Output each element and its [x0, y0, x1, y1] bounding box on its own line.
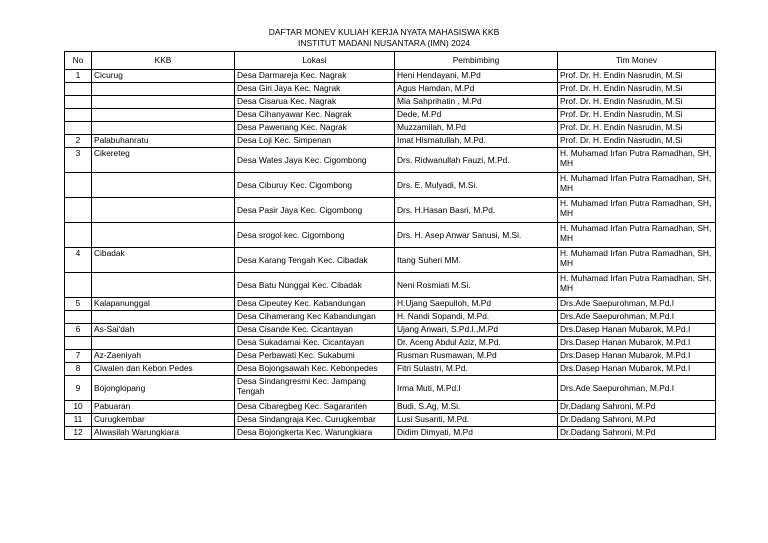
cell-pembimbing: Lusi Susanti, M.Pd. — [395, 414, 558, 427]
cell-kkb: Curugkembar — [92, 414, 235, 427]
cell-lokasi: Desa Bojongsawah Kec. Kebonpedes — [235, 363, 395, 376]
cell-tim-monev: H. Muhamad Irfan Putra Ramadhan, SH, MH — [558, 248, 716, 273]
table-row — [65, 122, 716, 135]
cell-tim-monev: H. Muhamad Irfan Putra Ramadhan, SH, MH — [558, 173, 716, 198]
table-row — [65, 273, 716, 298]
cell-no — [65, 311, 92, 324]
cell-lokasi: Desa Cihamerang Kec Kabandungan — [235, 311, 395, 324]
cell-kkb: Cicurug — [92, 70, 235, 83]
cell-no: 8 — [65, 363, 92, 376]
cell-tim-monev: Drs.Dasep Hanan Mubarok, M.Pd.I — [558, 350, 716, 363]
cell-pembimbing: H. Nandi Sopandi, M.Pd. — [395, 311, 558, 324]
cell-no: 5 — [65, 298, 92, 311]
table-row — [65, 350, 716, 363]
cell-lokasi: Desa Bojongkerta Kec. Warungkiara — [235, 427, 395, 440]
cell-pembimbing: Didim Dimyati, M.Pd — [395, 427, 558, 440]
table-row — [65, 223, 716, 248]
cell-pembimbing: Agus Hamdan, M.Pd — [395, 83, 558, 96]
table-row — [65, 96, 716, 109]
cell-no: 1 — [65, 70, 92, 83]
table-row — [65, 376, 716, 401]
cell-lokasi: Desa Sindangraja Kec. Curugkembar — [235, 414, 395, 427]
cell-kkb: Bojonglopang — [92, 376, 235, 401]
cell-kkb: Cikereteg — [92, 148, 235, 173]
cell-kkb: Ciwalen dan Kebon Pedes — [92, 363, 235, 376]
cell-no: 9 — [65, 376, 92, 401]
cell-lokasi: Desa Batu Nunggal Kec. Cibadak — [235, 273, 395, 298]
cell-kkb — [92, 173, 235, 198]
cell-kkb: Az-Zaeniyah — [92, 350, 235, 363]
table-row — [65, 311, 716, 324]
table-row — [65, 83, 716, 96]
cell-no: 4 — [65, 248, 92, 273]
table-row — [65, 363, 716, 376]
cell-tim-monev: Dr.Dadang Sahroni, M.Pd — [558, 401, 716, 414]
cell-lokasi: Desa Cibaregbeg Kec. Sagaranten — [235, 401, 395, 414]
table-row — [65, 414, 716, 427]
header-pembimbing: Pembimbing — [395, 52, 558, 70]
cell-kkb — [92, 83, 235, 96]
cell-no: 11 — [65, 414, 92, 427]
cell-tim-monev: Drs.Dasep Hanan Mubarok, M.Pd.I — [558, 324, 716, 337]
table-row — [65, 427, 716, 440]
cell-pembimbing: Mia Sahprihatin , M.Pd — [395, 96, 558, 109]
cell-tim-monev: Prof. Dr. H. Endin Nasrudin, M.Si — [558, 96, 716, 109]
cell-tim-monev: H. Muhamad Irfan Putra Ramadhan, SH, MH — [558, 198, 716, 223]
cell-tim-monev: H. Muhamad Irfan Putra Ramadhan, SH, MH — [558, 148, 716, 173]
cell-no — [65, 273, 92, 298]
cell-lokasi: Desa srogol kec. Cigombong — [235, 223, 395, 248]
cell-tim-monev: Drs.Dasep Hanan Mubarok, M.Pd.I — [558, 363, 716, 376]
table-row — [65, 324, 716, 337]
cell-kkb — [92, 109, 235, 122]
cell-tim-monev: Drs.Ade Saepurohman, M.Pd.I — [558, 376, 716, 401]
cell-pembimbing: Rusman Rusmawan, M.Pd — [395, 350, 558, 363]
cell-lokasi: Desa Cihanyawar Kec. Nagrak — [235, 109, 395, 122]
cell-no — [65, 337, 92, 350]
title-line-2: INSTITUT MADANI NUSANTARA (IMN) 2024 — [297, 38, 471, 48]
cell-lokasi: Desa Cisande Kec. Cicantayan — [235, 324, 395, 337]
cell-pembimbing: Irma Muti, M.Pd.I — [395, 376, 558, 401]
cell-pembimbing: Drs. H. Asep Anwar Sanusi, M.Si. — [395, 223, 558, 248]
cell-pembimbing: Muzzamilah, M.Pd — [395, 122, 558, 135]
cell-pembimbing: Drs. E. Mulyadi, M.Si. — [395, 173, 558, 198]
header-kkb: KKB — [92, 52, 235, 70]
cell-kkb — [92, 223, 235, 248]
cell-lokasi: Desa Cipeutey Kec. Kabandungan — [235, 298, 395, 311]
cell-no — [65, 223, 92, 248]
cell-no — [65, 198, 92, 223]
cell-tim-monev: Dr.Dadang Sahroni, M.Pd — [558, 427, 716, 440]
cell-pembimbing: Ujang Anwari, S.Pd.I.,M.Pd — [395, 324, 558, 337]
cell-no: 3 — [65, 148, 92, 173]
cell-no: 7 — [65, 350, 92, 363]
cell-pembimbing: Itang Suheri MM. — [395, 248, 558, 273]
cell-kkb: Pabuaran — [92, 401, 235, 414]
table-row — [65, 401, 716, 414]
cell-lokasi: Desa Pawenang Kec. Nagrak — [235, 122, 395, 135]
cell-pembimbing: Dede, M.Pd — [395, 109, 558, 122]
cell-kkb — [92, 198, 235, 223]
cell-lokasi: Desa Karang Tengah Kec. Cibadak — [235, 248, 395, 273]
document-title — [0, 27, 768, 49]
cell-pembimbing: Budi, S.Ag, M.Si. — [395, 401, 558, 414]
cell-no: 2 — [65, 135, 92, 148]
header-tim-monev: Tim Monev — [558, 52, 716, 70]
cell-pembimbing: Neni Rosmiati M.Si. — [395, 273, 558, 298]
cell-tim-monev: H. Muhamad Irfan Putra Ramadhan, SH, MH — [558, 273, 716, 298]
cell-pembimbing: Drs. H.Hasan Basri, M.Pd. — [395, 198, 558, 223]
cell-kkb — [92, 337, 235, 350]
cell-pembimbing: Imat Hismatullah, M.Pd. — [395, 135, 558, 148]
cell-lokasi: Desa Ciburuy Kec. Cigombong — [235, 173, 395, 198]
cell-kkb: As-Sai'dah — [92, 324, 235, 337]
cell-tim-monev: Dr.Dadang Sahroni, M.Pd — [558, 414, 716, 427]
table-row — [65, 109, 716, 122]
cell-kkb — [92, 96, 235, 109]
title-line-1: DAFTAR MONEV KULIAH KERJA NYATA MAHASISWA KKB — [268, 27, 500, 37]
cell-no — [65, 96, 92, 109]
cell-pembimbing: Fitri Sulastri, M.Pd. — [395, 363, 558, 376]
cell-tim-monev: Prof. Dr. H. Endin Nasrudin, M.Si — [558, 135, 716, 148]
cell-tim-monev: Prof. Dr. H. Endin Nasrudin, M.Si — [558, 122, 716, 135]
table-row — [65, 337, 716, 350]
cell-no — [65, 173, 92, 198]
header-no: No — [65, 52, 92, 70]
table-row — [65, 248, 716, 273]
cell-tim-monev: Drs.Ade Saepurohman, M.Pd.I — [558, 311, 716, 324]
cell-lokasi: Desa Perbawati Kec. Sukabumi — [235, 350, 395, 363]
cell-lokasi: Desa Cisarua Kec. Nagrak — [235, 96, 395, 109]
cell-lokasi: Desa Sindangresmi Kec. Jampang Tengah — [235, 376, 395, 401]
cell-lokasi: Desa Loji Kec. Simpenan — [235, 135, 395, 148]
table-row — [65, 173, 716, 198]
table-row — [65, 198, 716, 223]
header-lokasi: Lokasi — [235, 52, 395, 70]
cell-kkb — [92, 311, 235, 324]
table-row — [65, 135, 716, 148]
cell-kkb — [92, 122, 235, 135]
cell-no — [65, 122, 92, 135]
cell-pembimbing: Dr. Aceng Abdul Aziz, M.Pd. — [395, 337, 558, 350]
table-row — [65, 148, 716, 173]
cell-tim-monev: Prof. Dr. H. Endin Nasrudin, M.Si — [558, 109, 716, 122]
table-row — [65, 70, 716, 83]
cell-lokasi: Desa Giri Jaya Kec. Nagrak — [235, 83, 395, 96]
cell-kkb: Kalapanunggal — [92, 298, 235, 311]
table-row — [65, 298, 716, 311]
cell-tim-monev: Prof. Dr. H. Endin Nasrudin, M.Si — [558, 70, 716, 83]
cell-pembimbing: H.Ujang Saepulloh, M.Pd — [395, 298, 558, 311]
cell-kkb: Cibadak — [92, 248, 235, 273]
cell-tim-monev: Drs.Dasep Hanan Mubarok, M.Pd.I — [558, 337, 716, 350]
cell-no — [65, 83, 92, 96]
cell-no — [65, 109, 92, 122]
cell-lokasi: Desa Wates Jaya Kec. Cigombong — [235, 148, 395, 173]
cell-kkb: Alwasilah Warungkiara — [92, 427, 235, 440]
cell-kkb: Palabuhanratu — [92, 135, 235, 148]
cell-no: 6 — [65, 324, 92, 337]
cell-lokasi: Desa Darmareja Kec. Nagrak — [235, 70, 395, 83]
cell-lokasi: Desa Sukadamai Kec. Cicantayan — [235, 337, 395, 350]
cell-no: 12 — [65, 427, 92, 440]
cell-pembimbing: Drs. Ridwanullah Fauzi, M.Pd. — [395, 148, 558, 173]
cell-lokasi: Desa Pasir Jaya Kec. Cigombong — [235, 198, 395, 223]
monev-table — [64, 51, 716, 440]
cell-tim-monev: Prof. Dr. H. Endin Nasrudin, M.Si — [558, 83, 716, 96]
cell-pembimbing: Heni Hendayani, M.Pd — [395, 70, 558, 83]
table-header-row — [65, 52, 716, 70]
cell-kkb — [92, 273, 235, 298]
cell-tim-monev: H. Muhamad Irfan Putra Ramadhan, SH, MH — [558, 223, 716, 248]
cell-no: 10 — [65, 401, 92, 414]
cell-tim-monev: Drs.Ade Saepurohman, M.Pd.I — [558, 298, 716, 311]
